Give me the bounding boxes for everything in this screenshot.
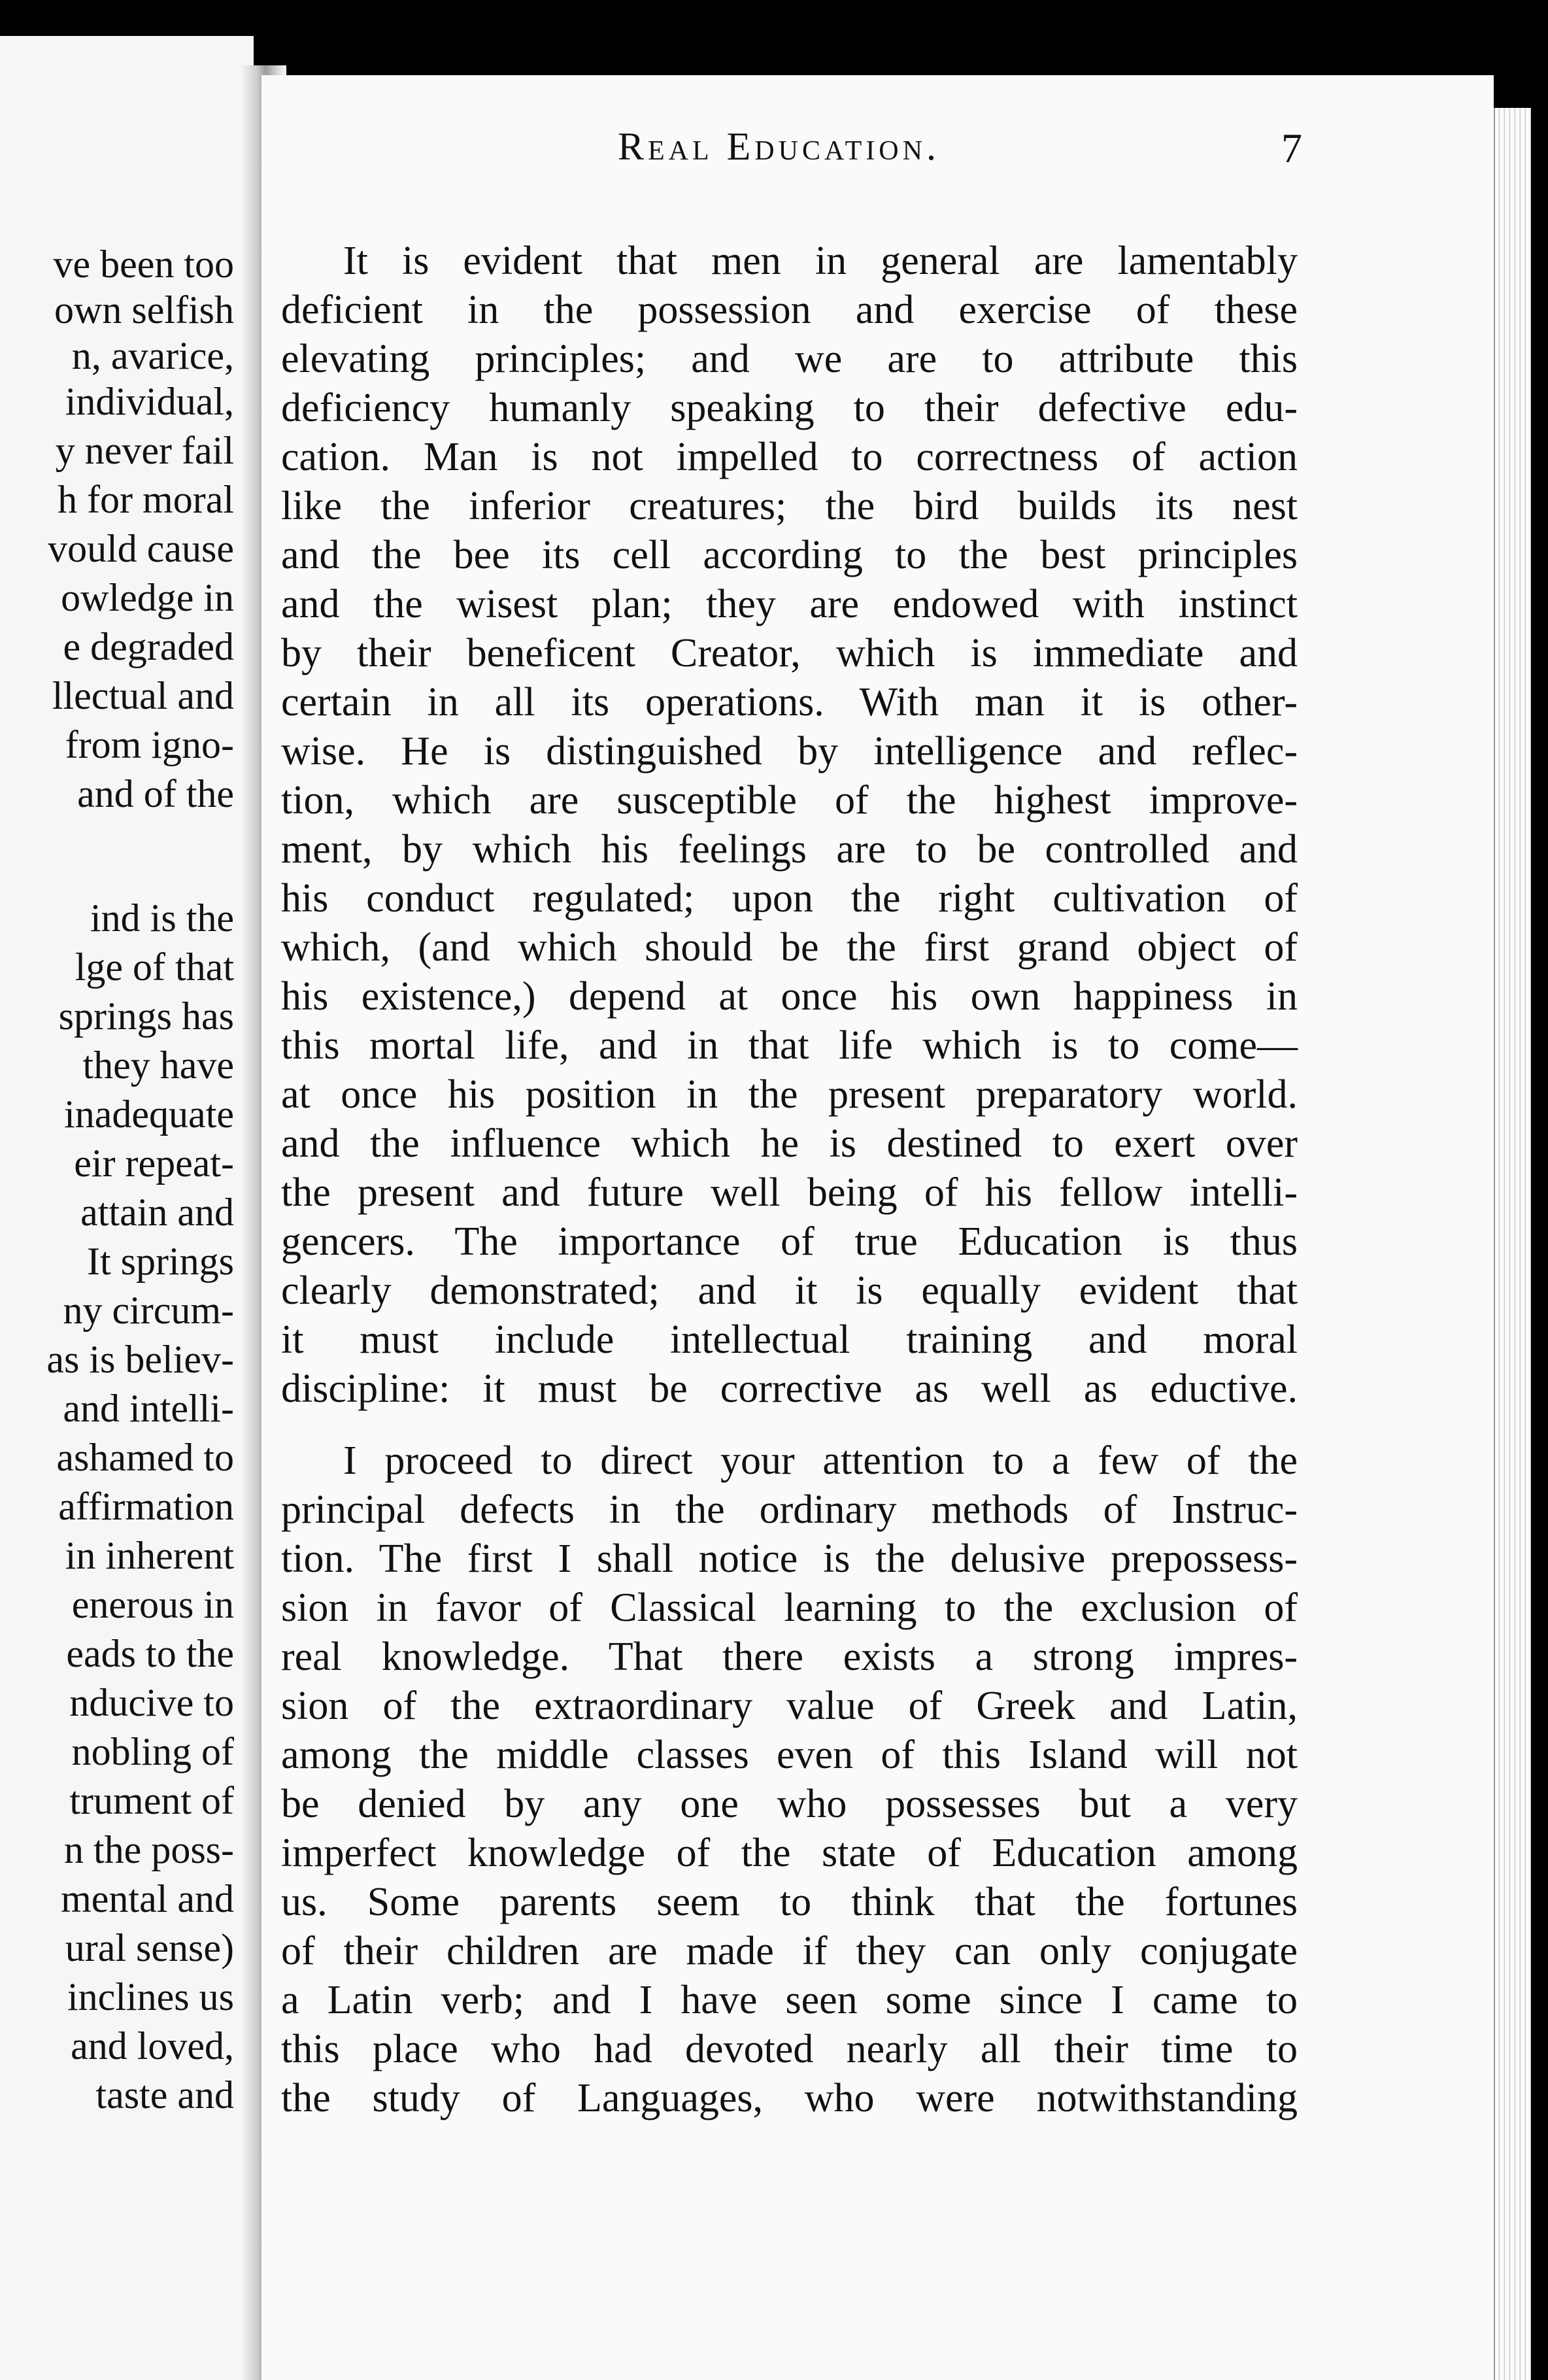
left-text-line: taste and (95, 2073, 234, 2116)
left-text-line: eads to the (66, 1632, 234, 1675)
body-text-line: and the influence which he is destined to exert over (281, 1121, 1298, 1166)
left-text-line: owledge in (61, 576, 234, 619)
left-text-line: e degraded (63, 625, 234, 668)
body-text-line: and the wisest plan; they are endowed with instinct (281, 582, 1298, 626)
body-text-line: wise. He is distinguished by intelligence and reflec- (281, 729, 1298, 774)
left-text-line: y never fail (55, 429, 234, 472)
left-text-line: springs has (58, 994, 234, 1038)
body-text-line: this mortal life, and in that life which is to come— (281, 1023, 1298, 1068)
body-text-line: certain in all its operations. With man it is other- (281, 680, 1298, 724)
left-text-line: h for moral (58, 478, 234, 521)
body-text-line: the present and future well being of his fellow intelli- (281, 1170, 1298, 1215)
body-text-line: and the bee its cell according to the best principles (281, 533, 1298, 577)
left-text-line: It springs (87, 1240, 234, 1283)
left-text-line: they have (82, 1044, 234, 1087)
body-text-line: like the inferior creatures; the bird builds its nest (281, 484, 1298, 528)
body-text-line: tion, which are susceptible of the highest improve- (281, 778, 1298, 823)
body-text-line: clearly demonstrated; and it is equally evident that (281, 1268, 1298, 1313)
body-text-line: deficient in the possession and exercise of these (281, 288, 1298, 332)
body-text-line: ment, by which his feelings are to be controlled and (281, 827, 1298, 872)
left-text-line: n, avarice, (71, 334, 234, 377)
page-edges (1494, 108, 1531, 2380)
left-text-line: trument of (69, 1779, 234, 1822)
left-text-line: n the poss- (64, 1828, 234, 1871)
body-text-line: discipline: it must be corrective as well as eductive. (281, 1367, 1298, 1411)
left-text-line: in inherent (65, 1534, 234, 1577)
body-text-line: sion in favor of Classical learning to the exclusion of (281, 1586, 1298, 1630)
body-text-line: of their children are made if they can only conjugate (281, 1929, 1298, 1973)
page-number: 7 (1281, 125, 1302, 171)
left-text-line: enerous in (71, 1583, 234, 1626)
left-text-line: ural sense) (65, 1926, 234, 1969)
body-text-line: deficiency humanly speaking to their defective edu- (281, 386, 1298, 430)
left-text-line: ind is the (90, 896, 234, 940)
left-text-line: ve been too (53, 243, 234, 286)
body-text-line: a Latin verb; and I have seen some since I came to (281, 1978, 1298, 2022)
body-text-line: be denied by any one who possesses but a very (281, 1782, 1298, 1826)
left-text-line: vould cause (48, 527, 234, 570)
left-text-line: inclines us (67, 1975, 234, 2018)
left-text-line: ny circum- (63, 1289, 234, 1332)
left-text-line: lge of that (75, 945, 234, 989)
left-text-line: llectual and (52, 674, 234, 717)
body-text-line: the study of Languages, who were notwithstanding (281, 2076, 1298, 2120)
body-text-line: elevating principles; and we are to attribute this (281, 337, 1298, 381)
left-text-line: affirmation (58, 1485, 234, 1528)
body-text-line: real knowledge. That there exists a strong impres- (281, 1635, 1298, 1679)
left-text-line: eir repeat- (74, 1142, 234, 1185)
body-text-line: his conduct regulated; upon the right cultivation of (281, 876, 1298, 921)
body-text-line: by their beneficent Creator, which is immediate and (281, 631, 1298, 675)
left-text-line: own selfish (54, 288, 234, 332)
body-text-line: at once his position in the present preparatory world. (281, 1072, 1298, 1117)
body-text-line: cation. Man is not impelled to correctness of action (281, 435, 1298, 479)
left-text-line: and intelli- (63, 1387, 234, 1430)
body-text-line: principal defects in the ordinary methods of Instruc- (281, 1488, 1298, 1532)
left-text-line: as is believ- (46, 1338, 234, 1381)
left-text-line: attain and (80, 1191, 234, 1234)
body-text-line: It is evident that men in general are lamentably (343, 239, 1298, 283)
left-text-line: and of the (77, 772, 234, 815)
left-text-line: nobling of (71, 1730, 234, 1773)
left-text-line: ashamed to (56, 1436, 234, 1479)
left-text-line: individual, (65, 380, 234, 423)
left-text-line: from igno- (65, 723, 234, 766)
body-text-line: imperfect knowledge of the state of Education among (281, 1831, 1298, 1875)
body-text-line: which, (and which should be the first grand object of (281, 925, 1298, 970)
left-text-line: nducive to (69, 1681, 234, 1724)
left-text-line: and loved, (71, 2024, 234, 2067)
body-text-line: sion of the extraordinary value of Greek and Latin, (281, 1684, 1298, 1728)
body-text-line: this place who had devoted nearly all their time to (281, 2027, 1298, 2071)
body-text-line: us. Some parents seem to think that the fortunes (281, 1880, 1298, 1924)
body-text-line: it must include intellectual training and moral (281, 1318, 1298, 1362)
body-text-line: his existence,) depend at once his own happiness in (281, 974, 1298, 1019)
left-text-line: mental and (61, 1877, 234, 1920)
left-page (0, 36, 254, 2380)
left-text-line: inadequate (64, 1093, 234, 1136)
running-head: Real Education. (618, 125, 940, 168)
body-text-line: gencers. The importance of true Education is thus (281, 1219, 1298, 1264)
body-text-line: among the middle classes even of this Island will not (281, 1733, 1298, 1777)
body-text-line: I proceed to direct your attention to a few of the (343, 1438, 1298, 1483)
body-text-line: tion. The first I shall notice is the delusive prepossess- (281, 1537, 1298, 1581)
